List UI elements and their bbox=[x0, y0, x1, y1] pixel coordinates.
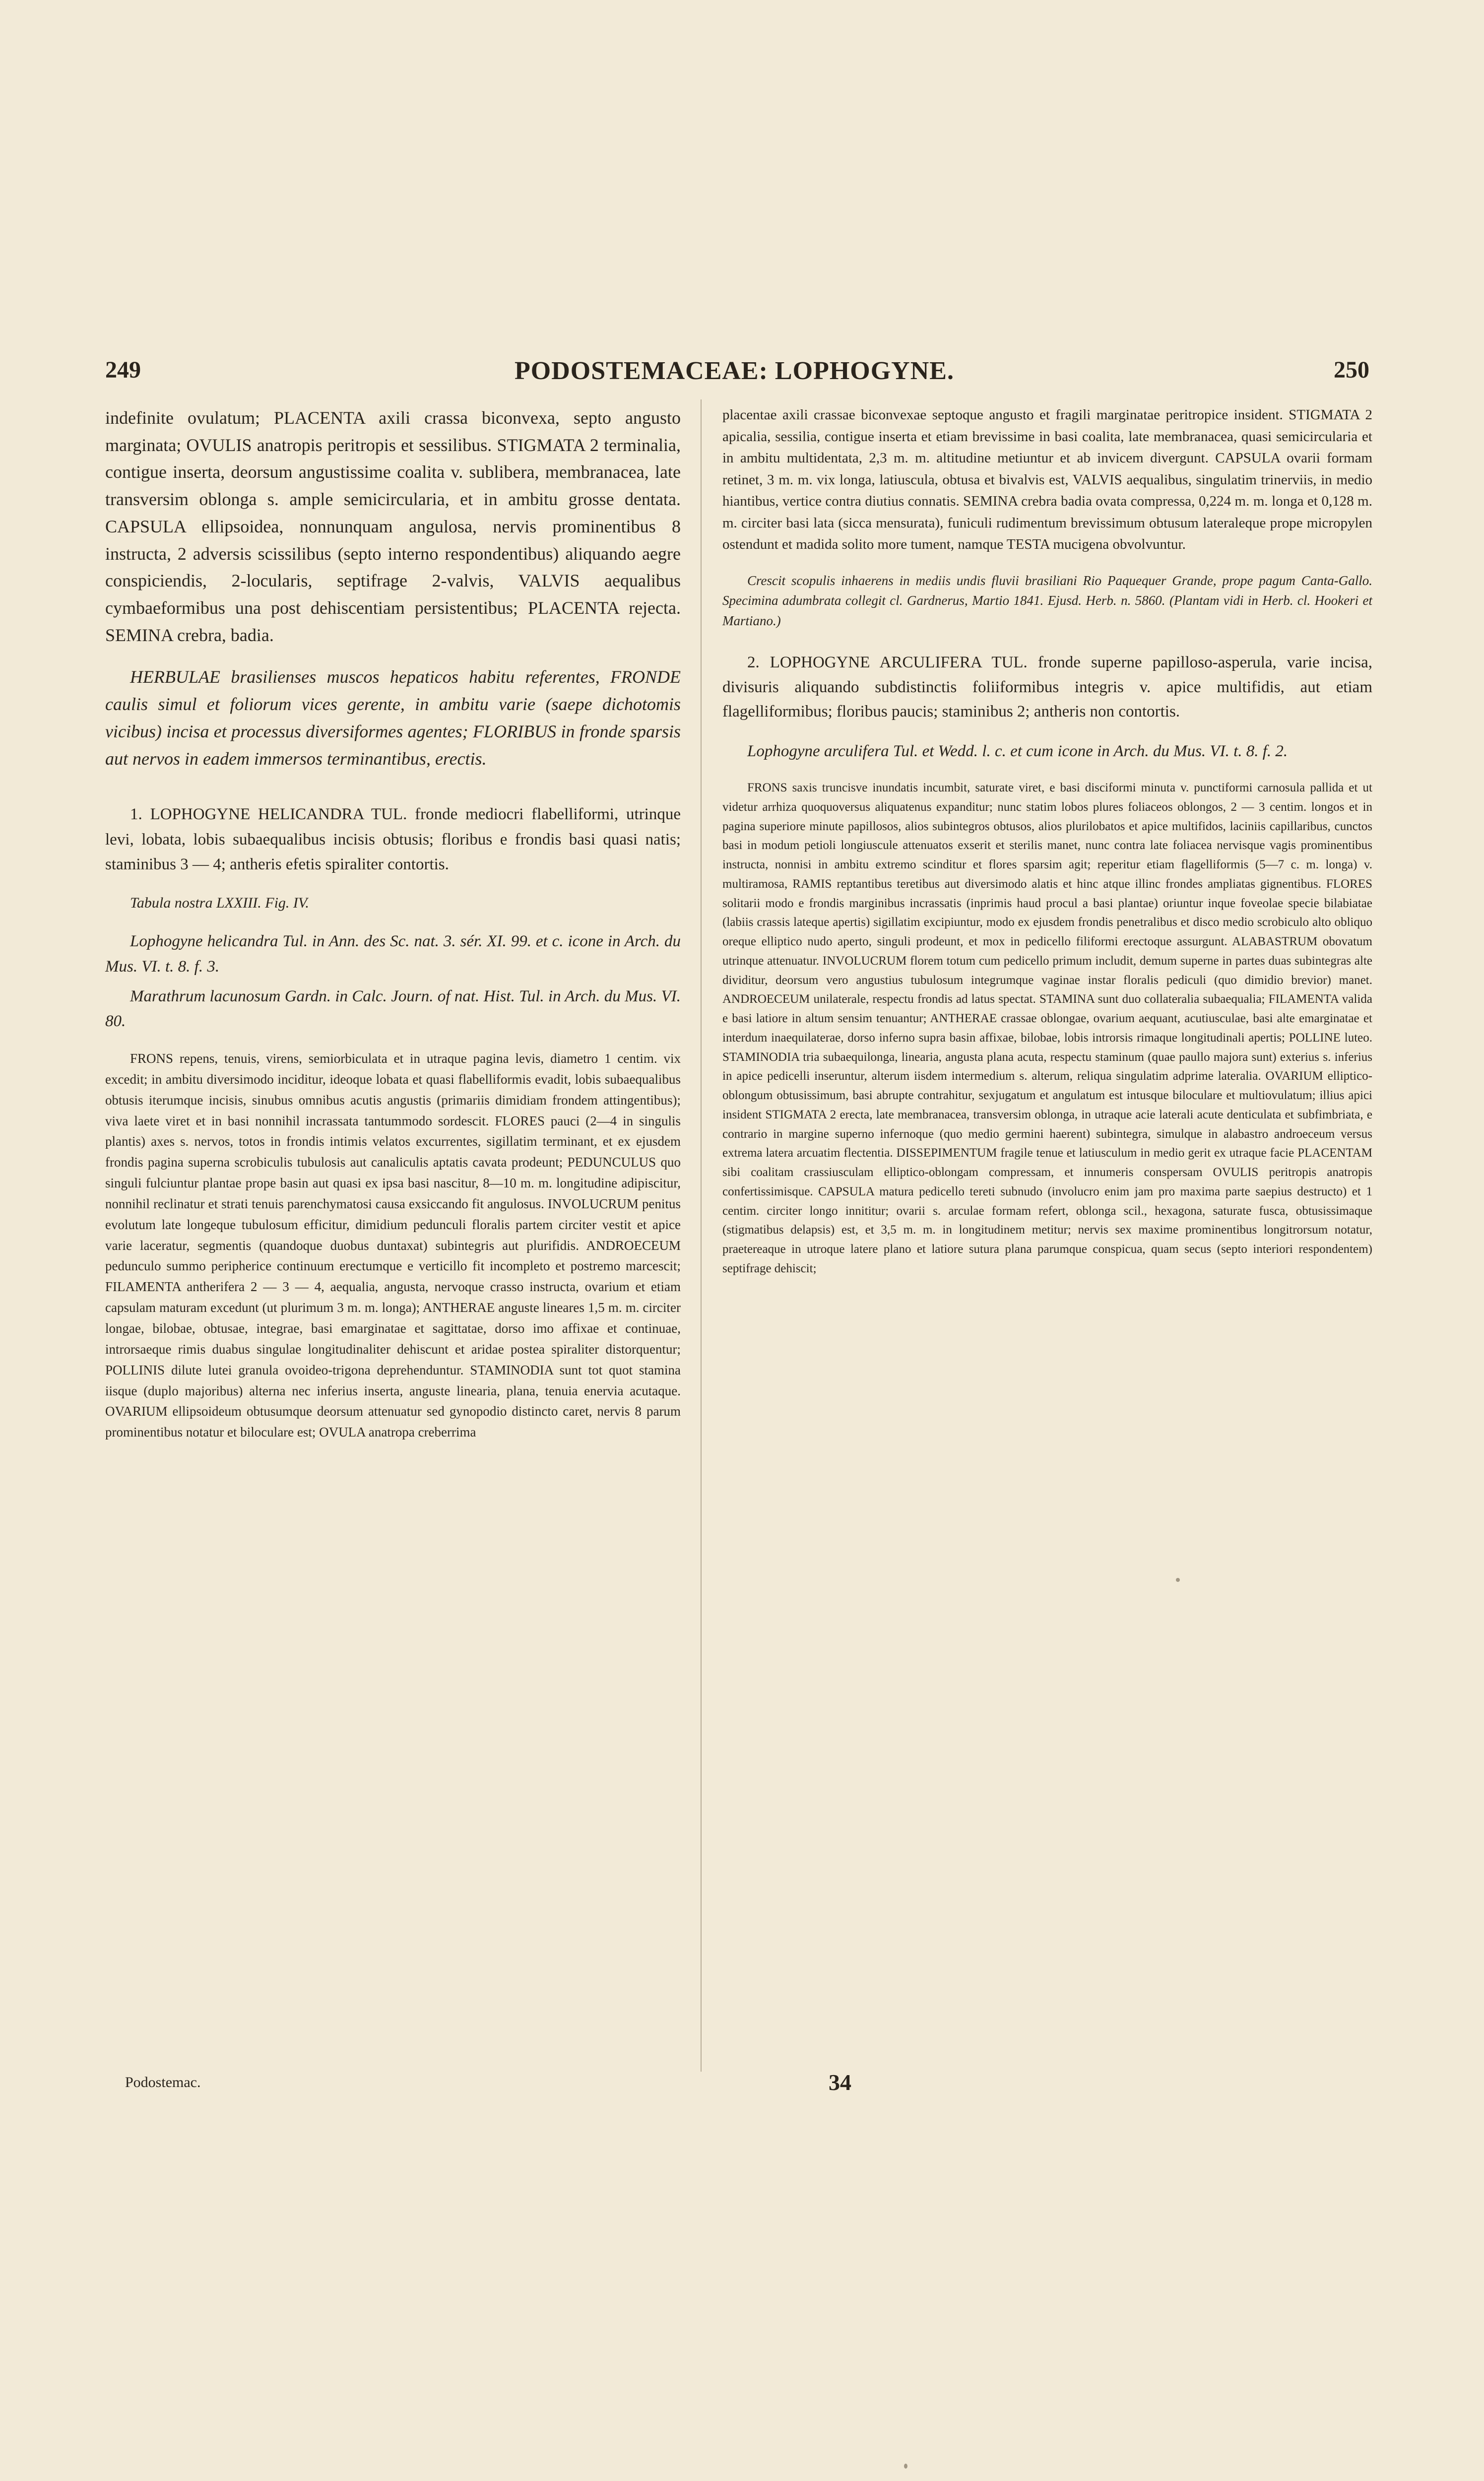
species-1-synonym-1: Lophogyne helicandra Tul. in Ann. des Sc. nat. 3. sér. XI. 99. et c. icone in Arch. du Mus. VI. t. 8. f. 3. bbox=[105, 932, 681, 976]
right-column bbox=[722, 404, 1372, 1294]
genus-habit-paragraph: HERBULAE brasilienses muscos hepaticos habitu referentes, FRONDE caulis simul et foliorum vices gerente, in ambitu varie (saepe dichotomis vicibus) incisa et processus diversiformes agentes; FLORIBUS in fronde sparsis aut nervos in eadem immersos terminantibus, erectis. bbox=[105, 667, 681, 769]
species-1-plate-ref: Tabula nostra LXXIII. Fig. IV. bbox=[130, 894, 309, 911]
gathering-number: 34 bbox=[829, 2070, 851, 2095]
running-title: PODOSTEMACEAE: LOPHOGYNE. bbox=[515, 357, 954, 385]
paper-speck bbox=[1176, 1578, 1180, 1582]
species-1-synonym-2: Marathrum lacunosum Gardn. in Calc. Journ. of nat. Hist. Tul. in Arch. du Mus. VI. 80. bbox=[105, 987, 681, 1030]
species-1-description-cont: placentae axili crassae biconvexae septoque angusto et fragili marginatae peritropice insident. STIGMATA 2 apicalia, sessilia, contigue inserta et etiam brevissime in basi coalita, late membranacea, quasi semicircularia et in ambitu multidentata, 2,3 m. m. altitudine metiuntur et ab invicem divergunt. CAPSULA ovarii formam retinet, 3 m. m. vix longa, latiuscula, obtusa et bivalvis est, VALVIS aequalibus, singulatim trinerviis, in medio hiantibus, vertice contra diutius connatis. SEMINA crebra badia ovata compressa, 0,224 m. m. longa et 0,128 m. m. circiter basi lata (sicca mensurata), funiculi rudimentum brevissimum obtusum lateraleque prope micropylen ostendunt et madida solito more tument, namque TESTA mucigena obvolvuntur. bbox=[722, 407, 1372, 552]
page-header bbox=[99, 356, 1369, 396]
left-column bbox=[105, 404, 681, 1458]
species-2-heading: 2. LOPHOGYNE ARCULIFERA TUL. fronde superne papilloso-asperula, varie incisa, divisuris aliquando subdistinctis foliiformibus integris v. apice multifidis, aut etiam flagelliformibus; floribus paucis; staminibus 2; antheris non contortis. bbox=[722, 653, 1372, 720]
species-1-description: FRONS repens, tenuis, virens, semiorbiculata et in utraque pagina levis, diametro 1 centim. vix excedit; in ambitu diversimodo inciditur, ideoque lobata et quasi flabelliformis evadit, lobis subaequalibus obtusis iterumque incisis, sinubus omnibus acutis angustis (primariis dimidiam frondem attingentibus); viva laete viret et in basi nonnihil incrassata tantummodo sordescit. FLORES pauci (2—4 in singulis plantis) axes s. nervos, totos in frondis intimis velatos excurrentes, sigillatim terminant, et ex ejusdem frondis pagina superna scrobiculis tubulosis aut canaliculis aptatis cavata prodeunt; PEDUNCULUS quo singuli fulciuntur plantae prope basin aut quasi ex ipsa basi nascitur, 8—10 m. m. longitudine adipiscitur, nonnihil reclinatur et strati tenuis parenchymatosi causa exsiccando fit angulosus. INVOLUCRUM penitus evolutum late longeque tubulosum efficitur, dimidium pedunculi floralis partem circiter vestit et apice varie laceratur, segmentis (quandoque duobus duntaxat) subintegris aut plurifidis. ANDROECEUM pedunculo summo peripherice continuum erectumque e verticillo fit incompleto et postremo marcescit; FILAMENTA antherifera 2 — 3 — 4, aequalia, angusta, nervoque crasso instructa, ovarium et etiam capsulam maturam excedunt (ut plurimum 3 m. m. longa); ANTHERAE anguste lineares 1,5 m. m. circiter longae, bilobae, obtusae, integrae, basi emarginatae et sagittatae, dorso imo affixae et continuae, introrsaeque rimis duabus singulae longitudinaliter dehiscunt et aridae postea spiraliter distorquentur; POLLINIS dilute lutei granula ovoideo-trigona deprehenduntur. STAMINODIA sunt tot quot stamina iisque (duplo majoribus) alterna nec inferius inserta, anguste linearia, plana, tenuia enervia acutaque. OVARIUM ellipsoideum obtusumque deorsum attenuatur sed gynopodio distincto caret, nervis 8 parum prominentibus notatur et biloculare est; OVULA anatropa creberrima bbox=[105, 1051, 681, 1440]
paper-speck bbox=[904, 2464, 907, 2469]
page-number-left: 249 bbox=[105, 357, 141, 383]
genus-description-end: indefinite ovulatum; PLACENTA axili crassa biconvexa, septo angusto marginata; OVULIS anatropis peritropis et sessilibus. STIGMATA 2 terminalia, contigue inserta, deorsum angustissime coalita v. sublibera, membranacea, late transversim oblonga s. ample semicircularia, et in ambitu grosse dentata. CAPSULA ellipsoidea, nonnunquam angulosa, nervis prominentibus 8 instructa, 2 adversis scissilibus (septo interno respondentibus) aliquando aegre conspiciendis, 2-locularis, septifrage 2-valvis, VALVIS aequalibus cymbaeformibus una post dehiscentiam persistentibus; PLACENTA rejecta. SEMINA crebra, badia. bbox=[105, 408, 681, 645]
page-number-right: 250 bbox=[1334, 357, 1369, 383]
species-1-heading: 1. LOPHOGYNE HELICANDRA TUL. fronde mediocri flabelliformi, utrinque levi, lobata, lobis subaequalibus incisis obtusis; floribus e frondis basi quasi natis; staminibus 3 — 4; antheris efetis spiraliter contortis. bbox=[105, 805, 681, 873]
species-2-description: FRONS saxis truncisve inundatis incumbit, saturate viret, e basi disciformi minuta v. punctiformi carnosula pallida et ut videtur arrhiza quoquoversus aliquatenus expanditur; nunc statim lobos plures foliaceos oblongos, 2 — 3 centim. longos et in pagina superiore minute papillosos, alios subintegros obtusos, alios plurilobatos et apice multifidos, laciniis capillaribus, cunctos basi in modum petioli longiuscule attenuatos exserit et sterilis manet, nunc contra late foliacea nervisque vagis prominentibus instructa, nonnisi in ambitu extremo scinditur et flores sparsim agit; reperitur etiam flagelliformis (5—7 c. m. longa) v. multiramosa, RAMIS reptantibus teretibus aut diversimodo alatis et hinc atque illinc frondes ampliatas gignentibus. FLORES solitarii modo e frondis marginibus incrassatis (inprimis haud procul a basi plantae) oriuntur inque foveolae specie bilabiatae (labiis crassis lateque apertis) sigillatim excipiuntur, modo ex ejusdem frondis penetralibus et disco medio scrobiculo alto obliquo oreque elliptico nudo aperto, singuli prodeunt, et mox in pedicello filiformi erectoque assurgunt. ALABASTRUM obovatum utrinque attenuatur. INVOLUCRUM florem totum cum pedicello primum includit, demum superne in partes duas subintegras alte dividitur, deorsum vero angustius tubulosum integrumque vaginae instar floralis pediculi (quo dimidio brevior) manet. ANDROECEUM unilaterale, respectu frondis ad latus spectat. STAMINA sunt duo collateralia subaequalia; FILAMENTA valida e basi latiore in altum sensim tenuantur; ANTHERAE crassae oblongae, ovarium aequant, acutiusculae, basi alte emarginatae et interdum inaequilaterae, dorso inferno supra basin affixae, bilobae, lobis introrsis rimaque longitudinali apertis; POLLINE luteo. STAMINODIA tria subaequilonga, linearia, angusta plana acuta, respectu staminum (quae paullo majora sunt) exterius s. inferius in apice pedicelli inseruntur, alterum iisdem intermedium s. alterum, reliqua singulatim adprime lateralia. OVARIUM elliptico-oblongum obtusissimum, basi abrupte contrahitur, sexjugatum et angulatum est intusque biloculare et multiovulatum; illius apici insident STIGMATA 2 erecta, late membranacea, transversim oblonga, in utraque acie laterali acute denticulata et subfimbriata, e contrario in margine superno infernoque (quo medio germini haerent) subintegra, simulque in alabastro androeceum versus extrema latera arcuatim flectentia. DISSEPIMENTUM fragile tenue et latiusculum in medio gerit ex utraque facie PLACENTAM sibi coalitam crassiusculam elliptico-oblongam compressam, et innumeris conspersam OVULIS peritropis anatropis confertissimisque. CAPSULA matura pedicello tereti subnudo (involucro enim jam pro maxima parte saepius destructo) et 1 centim. circiter longo innititur; ovarii s. arculae formam refert, oblonga scil., hexagona, saturate fusca, obtusissimaque (stigmatibus delapsis) est, et 3,5 m. m. in longitudinem metitur; nervis sex maxime prominentibus longitrorsum notatur, praetereaque in utroque latere plano et latiore sutura plana parumque conspicua, quam secus (septo interiori respondentem) septifrage dehiscit; bbox=[722, 781, 1372, 1275]
species-2-synonym: Lophogyne arculifera Tul. et Wedd. l. c. et cum icone in Arch. du Mus. VI. t. 8. f. 2. bbox=[747, 742, 1288, 760]
species-1-habitat: Crescit scopulis inhaerens in mediis undis fluvii brasiliani Rio Paquequer Grande, prope pagum Canta-Gallo. Specimina adumbrata collegit cl. Gardnerus, Martio 1841. Ejusd. Herb. n. 5860. (Plantam vidi in Herb. cl. Hookeri et Martiano.) bbox=[722, 573, 1372, 628]
footer-signature-mark: Podostemac. bbox=[125, 2074, 201, 2090]
column-divider bbox=[701, 399, 702, 2072]
